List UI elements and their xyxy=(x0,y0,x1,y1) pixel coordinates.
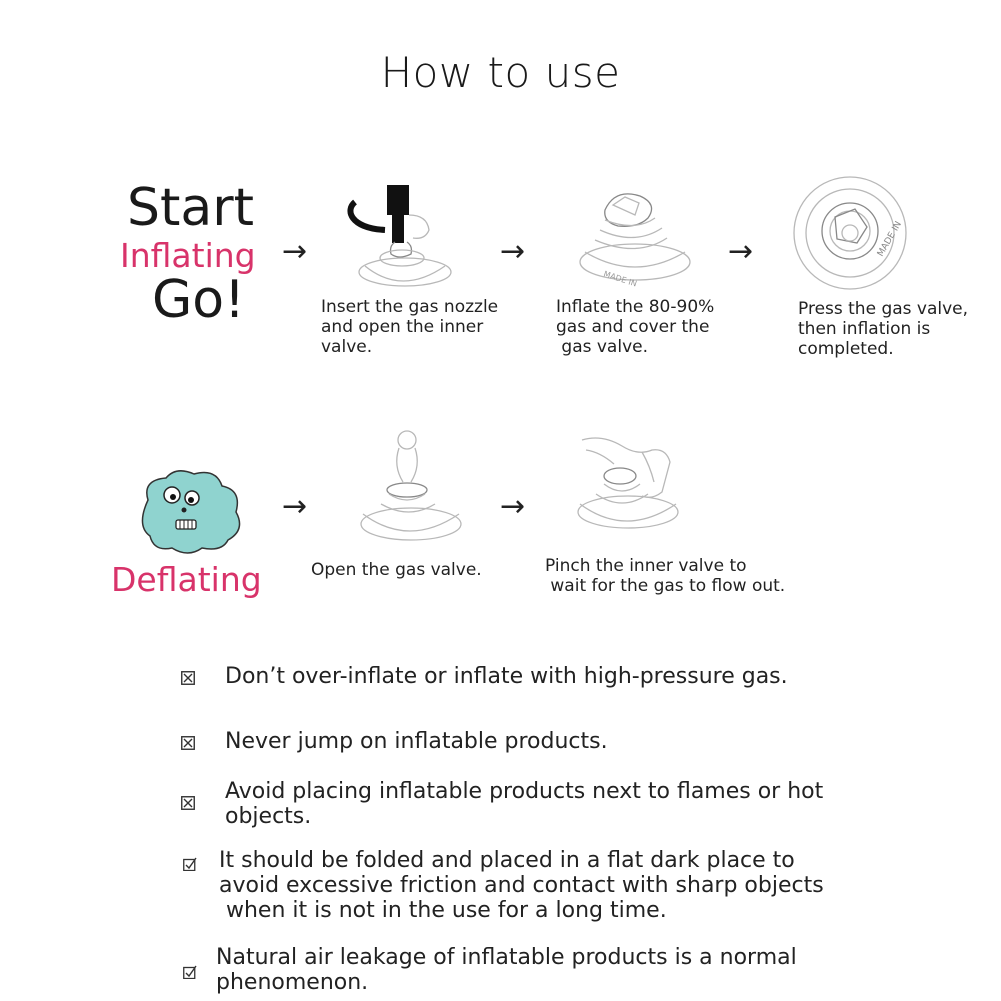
step-caption: Inflate the 80-90% gas and cover the gas valve. xyxy=(556,297,715,357)
x-box-icon xyxy=(181,671,195,685)
note-text: Don’t over-inflate or inflate with high-pressure gas. xyxy=(225,664,788,689)
step-caption: Pinch the inner valve to wait for the gas to flow out. xyxy=(545,556,786,596)
note-text: It should be folded and placed in a flat dark place to avoid excessive friction and contact with sharp objects when it is not in the use for a long time. xyxy=(219,848,824,923)
page-title: How to use xyxy=(380,48,621,97)
deflating-label: Deflating xyxy=(111,560,262,599)
arrow-icon: → xyxy=(728,234,754,269)
blob-face-illustration xyxy=(134,470,244,552)
arrow-icon: → xyxy=(282,234,308,269)
note-text: Natural air leakage of inflatable products is a normal phenomenon. xyxy=(216,945,797,995)
valve-stamp-text: MADE IN xyxy=(875,219,904,259)
nozzle-insert-illustration xyxy=(345,180,465,295)
arrow-icon: → xyxy=(282,489,308,524)
x-box-icon xyxy=(181,796,195,810)
inflating-label: Inflating xyxy=(120,236,256,275)
go-label: Go! xyxy=(152,270,245,330)
check-box-icon xyxy=(183,965,197,979)
step-caption: Press the gas valve, then inflation is completed. xyxy=(798,299,969,359)
start-label: Start xyxy=(127,178,255,238)
note-text: Never jump on inflatable products. xyxy=(225,729,608,754)
check-box-icon xyxy=(183,857,197,871)
arrow-icon: → xyxy=(500,489,526,524)
valve-stamp-text: MADE IN xyxy=(602,269,638,289)
step-caption: Open the gas valve. xyxy=(311,560,482,580)
step-caption: Insert the gas nozzle and open the inner valve. xyxy=(321,297,499,357)
x-box-icon xyxy=(181,736,195,750)
arrow-icon: → xyxy=(500,234,526,269)
pinch-valve-illustration xyxy=(576,432,686,542)
open-valve-illustration xyxy=(355,428,470,548)
pressed-valve-illustration xyxy=(790,177,915,292)
cover-valve-illustration xyxy=(575,180,700,295)
note-text: Avoid placing inflatable products next to flames or hot objects. xyxy=(225,779,824,829)
